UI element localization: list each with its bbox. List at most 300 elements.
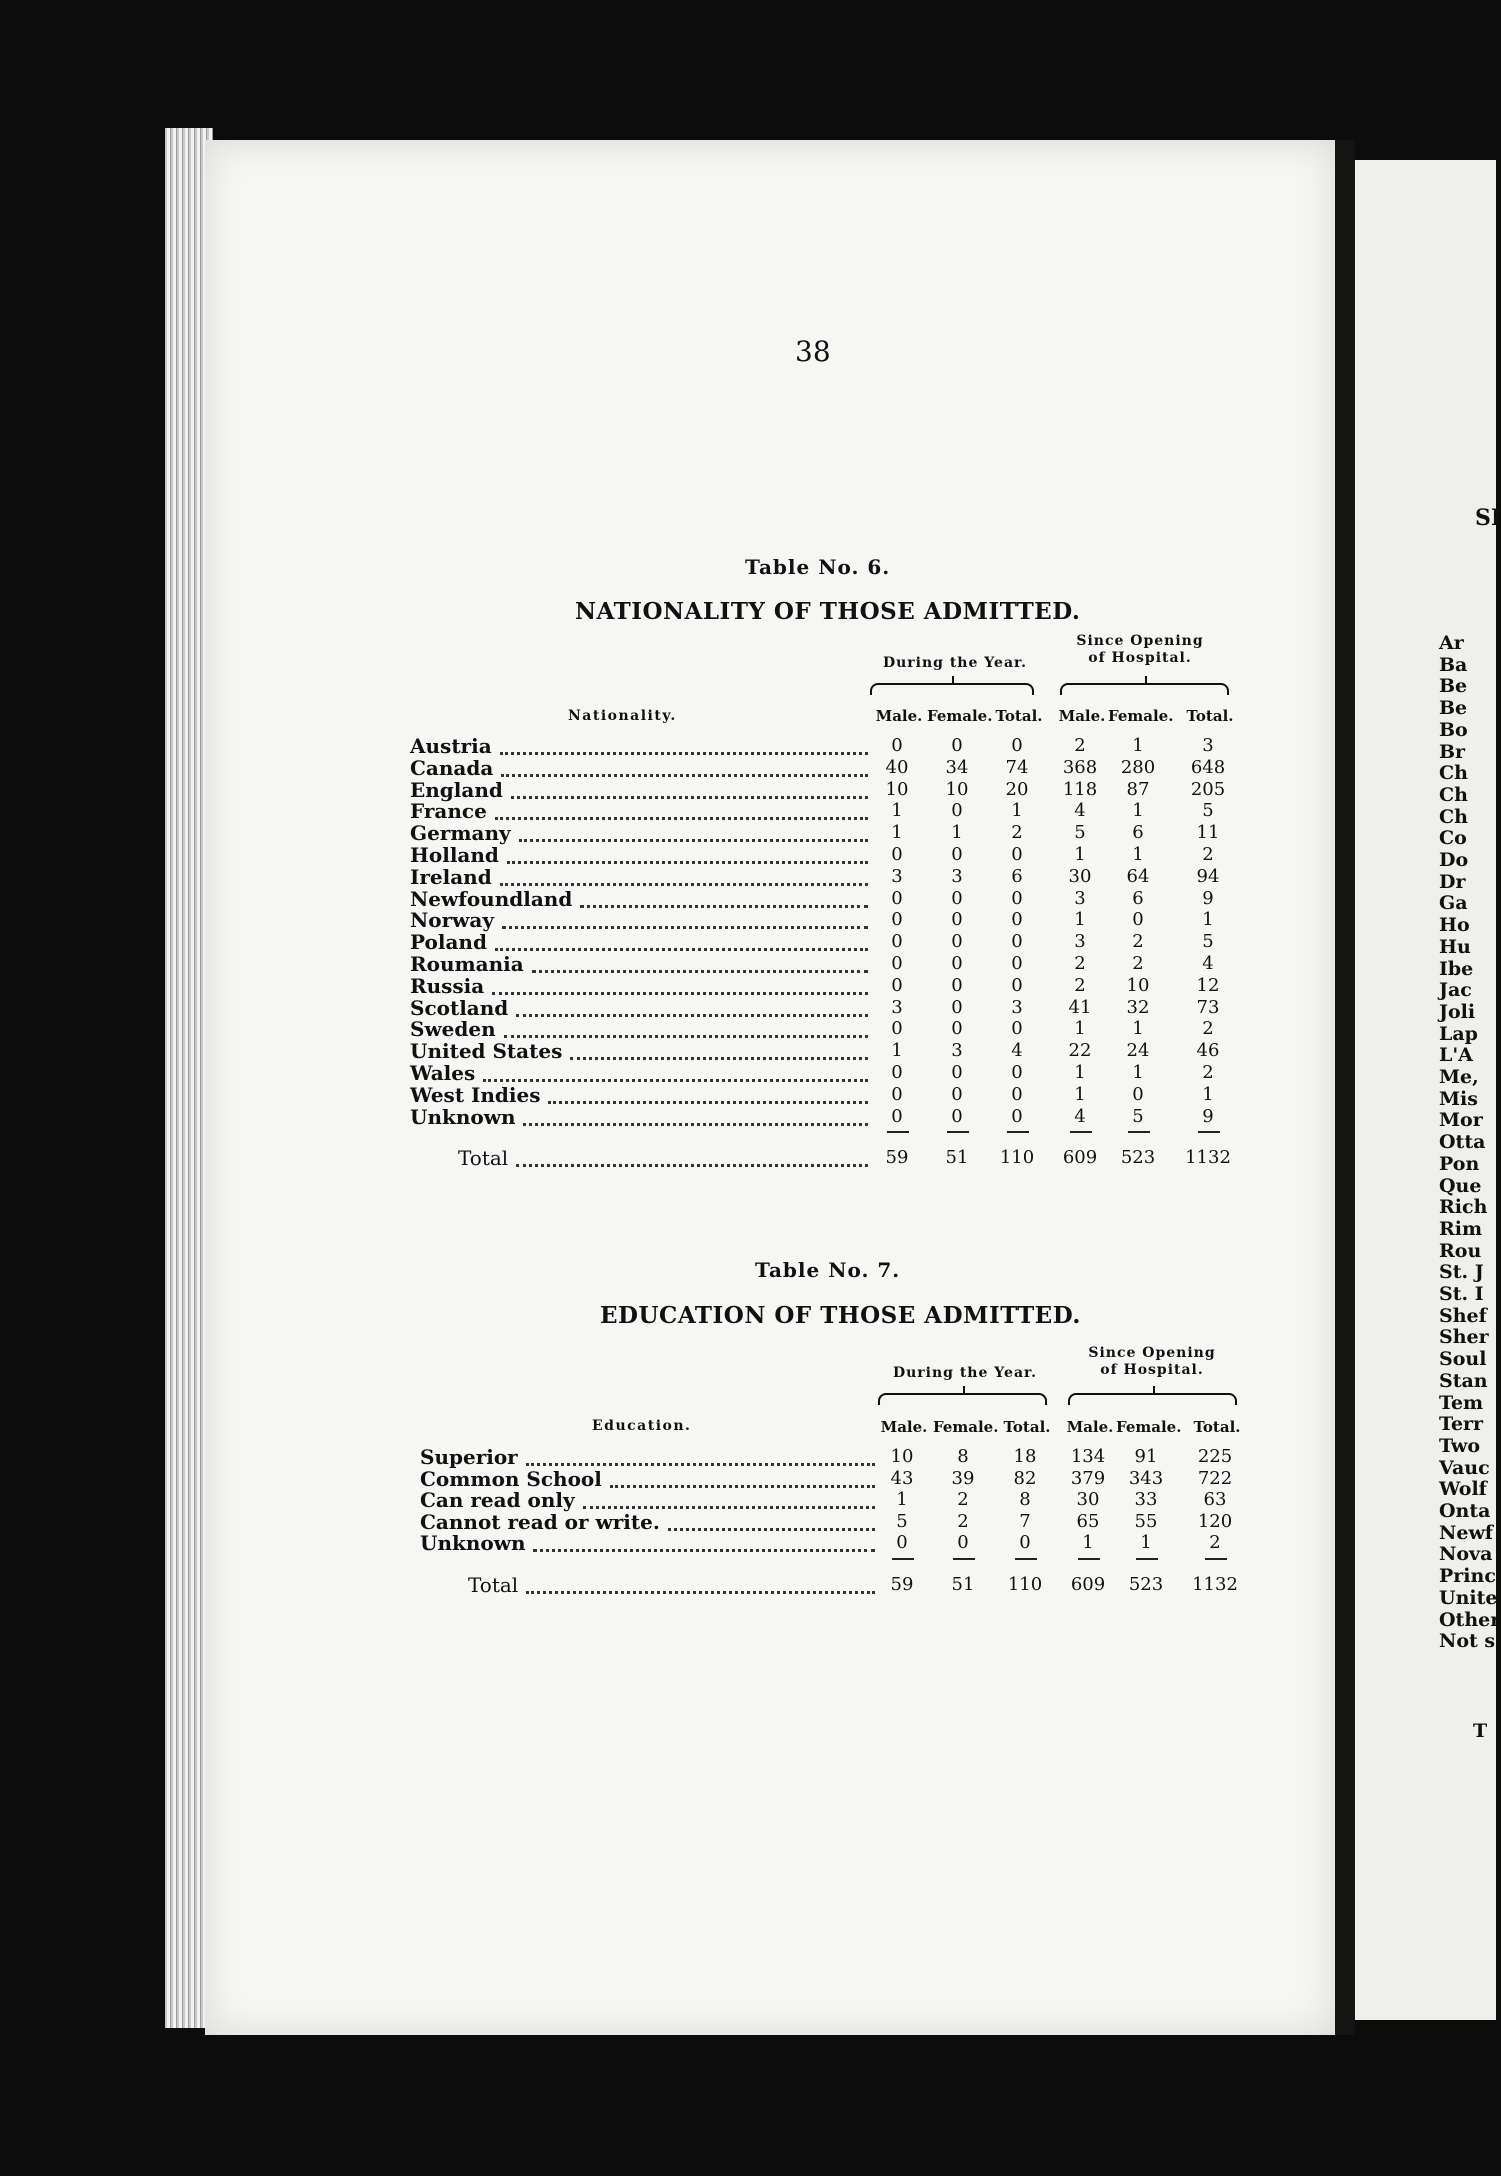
- facing-page-line: Vauc: [1439, 1456, 1490, 1479]
- table-7-label: Table No. 7.: [755, 1258, 901, 1282]
- dot-leader: [504, 1032, 868, 1038]
- column-header: Total.: [1003, 1418, 1051, 1436]
- table-cell: 0: [951, 1105, 963, 1127]
- table-cell: 10: [1126, 974, 1150, 996]
- table-cell: 22: [1068, 1040, 1092, 1062]
- table-cell: 379: [1070, 1467, 1106, 1489]
- row-label: Wales: [410, 1061, 476, 1085]
- dot-leader: [526, 1588, 875, 1594]
- table-cell: 0: [951, 931, 963, 953]
- table-cell: 82: [1013, 1467, 1037, 1489]
- table-cell: 6: [1011, 865, 1023, 887]
- table-cell: 1: [1074, 1062, 1086, 1083]
- table-6-group-year: During the Year.: [882, 655, 1027, 671]
- table-cell: 6: [1132, 822, 1144, 844]
- table-cell: 0: [951, 735, 963, 756]
- table-row: [410, 1084, 1268, 1106]
- table-cell: 51: [945, 1147, 969, 1169]
- table-row: [410, 888, 1268, 910]
- table-cell: 0: [1019, 1532, 1031, 1553]
- table-row: [420, 1446, 1275, 1468]
- facing-page-line: Tem: [1439, 1391, 1484, 1414]
- table-cell: 110: [1007, 1573, 1043, 1595]
- dot-leader: [580, 902, 868, 908]
- table-cell: 0: [1132, 1083, 1144, 1105]
- dot-leader: [500, 749, 868, 755]
- table-cell: 2: [1074, 953, 1086, 974]
- table-6-brace-year: [870, 683, 1034, 695]
- table-cell: 0: [951, 996, 963, 1018]
- table-cell: 10: [890, 1446, 914, 1467]
- sum-rule: [947, 1131, 969, 1133]
- table-6-label: Table No. 6.: [745, 555, 891, 579]
- dot-leader: [492, 989, 868, 995]
- table-6-brace-since: [1060, 683, 1229, 695]
- table-cell: 11: [1196, 822, 1220, 844]
- dot-leader: [516, 1161, 868, 1167]
- table-cell: 0: [951, 953, 963, 974]
- row-label: Germany: [410, 821, 511, 846]
- table-cell: 2: [1202, 844, 1214, 865]
- table-cell: 110: [999, 1147, 1035, 1169]
- table-7-stub-header: Education.: [592, 1418, 692, 1434]
- row-label: France: [410, 799, 487, 824]
- book-gutter: [1335, 140, 1355, 2035]
- facing-page-line: Newf: [1439, 1521, 1493, 1544]
- table-cell: 34: [945, 756, 969, 778]
- table-cell: 280: [1120, 756, 1156, 778]
- table-row: [410, 909, 1268, 931]
- table-cell: 8: [1019, 1489, 1031, 1510]
- facing-page-line: Br: [1439, 740, 1466, 763]
- dot-leader: [519, 836, 868, 842]
- table-cell: 2: [1202, 1018, 1214, 1040]
- table-cell: 87: [1126, 778, 1150, 800]
- table-cell: 1: [1074, 1083, 1086, 1105]
- table-6-group-since-line2: of Hospital.: [1088, 650, 1192, 666]
- table-row: [410, 975, 1268, 997]
- row-label: Cannot read or write.: [420, 1509, 660, 1534]
- column-header: Male.: [1058, 707, 1106, 725]
- table-7-title: EDUCATION OF THOSE ADMITTED.: [600, 1302, 1081, 1329]
- facing-page-line: Do: [1439, 849, 1469, 871]
- facing-page-line: Be: [1439, 675, 1468, 698]
- table-cell: 5: [1202, 800, 1214, 822]
- facing-page: [1355, 160, 1501, 2020]
- table-row: [420, 1489, 1275, 1511]
- table-cell: 1: [896, 1489, 908, 1510]
- table-cell: 0: [891, 953, 903, 974]
- table-cell: 648: [1190, 756, 1226, 778]
- facing-page-line: Ch: [1439, 805, 1468, 828]
- column-header: Female.: [1116, 1418, 1182, 1436]
- table-cell: 10: [885, 778, 909, 800]
- table-cell: 46: [1196, 1040, 1220, 1062]
- row-label: Scotland: [410, 995, 509, 1020]
- table-cell: 3: [891, 996, 903, 1018]
- table-cell: 0: [1011, 1018, 1023, 1040]
- facing-page-line: St. I: [1439, 1283, 1484, 1305]
- table-cell: 1: [1202, 1083, 1214, 1105]
- facing-page-line: Hu: [1439, 935, 1471, 958]
- table-cell: 1: [1082, 1532, 1094, 1553]
- table-row: [420, 1511, 1275, 1533]
- table-cell: 8: [957, 1446, 969, 1467]
- table-row: [410, 735, 1268, 757]
- table-cell: 0: [1132, 909, 1144, 931]
- table-cell: 33: [1134, 1489, 1158, 1510]
- table-cell: 3: [951, 865, 963, 887]
- dot-leader: [532, 967, 868, 973]
- table-cell: 0: [1011, 953, 1023, 974]
- table-row: [420, 1468, 1275, 1490]
- facing-page-line: Mis: [1439, 1087, 1478, 1110]
- facing-page-line: Be: [1439, 697, 1468, 720]
- dot-leader: [516, 1011, 868, 1017]
- column-header: Male.: [875, 707, 923, 725]
- row-label: England: [410, 777, 503, 802]
- dot-leader: [483, 1076, 868, 1082]
- sum-rule: [887, 1131, 909, 1133]
- facing-page-line: Ho: [1439, 914, 1470, 937]
- table-cell: 94: [1196, 865, 1220, 887]
- table-row: [420, 1532, 1275, 1554]
- table-cell: 20: [1005, 778, 1029, 800]
- facing-page-line: Mor: [1439, 1109, 1483, 1132]
- table-row: [410, 997, 1268, 1019]
- table-cell: 3: [891, 865, 903, 887]
- row-label: Total: [458, 1146, 509, 1171]
- facing-page-line: Other: [1439, 1608, 1501, 1631]
- table-cell: 41: [1068, 996, 1092, 1018]
- dot-leader: [501, 771, 868, 777]
- table-cell: 1: [891, 1040, 903, 1062]
- facing-page-line: Wolf: [1439, 1478, 1487, 1501]
- facing-page-line: Co: [1439, 827, 1467, 850]
- table-cell: 2: [1209, 1532, 1221, 1553]
- table-cell: 12: [1196, 974, 1220, 996]
- table-cell: 5: [1202, 931, 1214, 953]
- table-cell: 0: [891, 1083, 903, 1105]
- table-cell: 134: [1070, 1446, 1106, 1467]
- facing-page-line: Shef: [1439, 1304, 1487, 1327]
- total-row: [458, 1147, 1268, 1169]
- table-cell: 0: [1011, 844, 1023, 865]
- table-cell: 43: [890, 1467, 914, 1489]
- column-header: Total.: [1186, 707, 1234, 725]
- table-cell: 39: [951, 1467, 975, 1489]
- column-header: Total.: [995, 707, 1043, 725]
- table-row: [410, 757, 1268, 779]
- dot-leader: [523, 1120, 868, 1126]
- dot-leader: [495, 814, 868, 820]
- table-cell: 118: [1062, 778, 1098, 800]
- table-cell: 3: [951, 1040, 963, 1062]
- table-cell: 0: [891, 931, 903, 953]
- table-7-brace-since: [1068, 1393, 1237, 1405]
- facing-page-line: Princ: [1439, 1565, 1496, 1588]
- table-cell: 2: [1074, 735, 1086, 756]
- table-cell: 6: [1132, 887, 1144, 909]
- row-label: West Indies: [410, 1082, 541, 1107]
- sum-rule: [953, 1558, 975, 1560]
- table-row: [410, 800, 1268, 822]
- table-cell: 9: [1202, 887, 1214, 909]
- table-cell: 0: [951, 974, 963, 996]
- table-cell: 0: [891, 1018, 903, 1040]
- table-cell: 0: [951, 1083, 963, 1105]
- table-cell: 0: [951, 1062, 963, 1083]
- table-cell: 3: [1074, 931, 1086, 953]
- table-6-stub-header: Nationality.: [568, 708, 677, 724]
- table-cell: 343: [1128, 1467, 1164, 1489]
- dot-leader: [526, 1460, 875, 1466]
- column-header: Total.: [1193, 1418, 1241, 1436]
- table-cell: 2: [1132, 931, 1144, 953]
- table-cell: 0: [1011, 1105, 1023, 1127]
- table-cell: 91: [1134, 1446, 1158, 1467]
- table-cell: 1: [1074, 1018, 1086, 1040]
- table-cell: 2: [957, 1489, 969, 1510]
- table-cell: 0: [1011, 909, 1023, 931]
- table-row: [410, 866, 1268, 888]
- row-label: Russia: [410, 973, 485, 998]
- dot-leader: [668, 1525, 875, 1531]
- table-row: [410, 1018, 1268, 1040]
- table-row: [410, 1040, 1268, 1062]
- facing-page-line: Unite: [1439, 1586, 1498, 1609]
- table-cell: 1: [1202, 909, 1214, 931]
- facing-page-line: Ar: [1439, 632, 1464, 654]
- table-row: [410, 1106, 1268, 1128]
- table-7-group-since-line2: of Hospital.: [1100, 1362, 1204, 1378]
- row-label: Holland: [410, 843, 499, 867]
- facing-page-line: Nova: [1439, 1543, 1493, 1566]
- facing-page-line: Bo: [1439, 718, 1468, 741]
- table-cell: 7: [1019, 1510, 1031, 1532]
- facing-page-line: Lap: [1439, 1022, 1478, 1045]
- table-cell: 0: [891, 1105, 903, 1127]
- table-cell: 0: [957, 1532, 969, 1553]
- row-label: Unknown: [420, 1531, 526, 1555]
- table-cell: 1: [1140, 1532, 1152, 1553]
- facing-page-line: Rim: [1439, 1217, 1483, 1240]
- table-cell: 0: [1011, 735, 1023, 756]
- row-label: Roumania: [410, 952, 524, 976]
- facing-page-line: Dr: [1439, 870, 1466, 893]
- table-cell: 1: [1132, 1062, 1144, 1083]
- table-6-group-since-line1: Since Opening: [1076, 633, 1204, 649]
- table-cell: 0: [1011, 931, 1023, 953]
- row-label: Superior: [420, 1445, 518, 1469]
- dot-leader: [533, 1546, 875, 1552]
- table-cell: 0: [951, 909, 963, 931]
- table-row: [410, 953, 1268, 975]
- row-label: Unknown: [410, 1104, 516, 1129]
- sum-rule: [1070, 1131, 1092, 1133]
- table-row: [410, 779, 1268, 801]
- sum-rule: [1007, 1131, 1029, 1133]
- table-cell: 2: [1132, 953, 1144, 974]
- facing-page-line: Onta: [1439, 1500, 1491, 1522]
- table-cell: 0: [896, 1532, 908, 1553]
- table-row: [410, 1062, 1268, 1084]
- table-cell: 63: [1203, 1489, 1227, 1510]
- table-cell: 0: [1011, 1062, 1023, 1083]
- table-cell: 0: [891, 735, 903, 756]
- table-cell: 0: [951, 800, 963, 822]
- table-cell: 5: [1074, 822, 1086, 844]
- column-header: Male.: [880, 1418, 928, 1436]
- facing-page-line: Not s: [1439, 1630, 1496, 1653]
- table-cell: 64: [1126, 865, 1150, 887]
- table-cell: 120: [1197, 1510, 1233, 1532]
- table-cell: 1132: [1192, 1573, 1238, 1595]
- table-cell: 32: [1126, 996, 1150, 1018]
- facing-page-line: Soul: [1439, 1348, 1487, 1371]
- facing-page-line: L'A: [1439, 1044, 1473, 1067]
- table-cell: 1: [1132, 844, 1144, 865]
- facing-page-line: St. J: [1439, 1261, 1484, 1284]
- facing-page-line: Ga: [1439, 892, 1468, 915]
- facing-page-line: Ibe: [1439, 957, 1474, 980]
- table-cell: 4: [1202, 953, 1214, 974]
- table-cell: 3: [1074, 887, 1086, 909]
- total-row: [468, 1574, 1275, 1596]
- column-header: Female.: [933, 1418, 999, 1436]
- table-cell: 1132: [1185, 1147, 1231, 1169]
- table-cell: 0: [891, 974, 903, 996]
- table-cell: 1: [1074, 909, 1086, 931]
- dot-leader: [495, 945, 868, 951]
- row-label: Common School: [420, 1466, 602, 1491]
- table-cell: 3: [1202, 735, 1214, 756]
- table-cell: 10: [945, 778, 969, 800]
- facing-page-line: Me,: [1439, 1066, 1479, 1088]
- facing-page-line: Rich: [1439, 1196, 1488, 1219]
- table-cell: 65: [1076, 1510, 1100, 1532]
- table-cell: 0: [891, 887, 903, 909]
- dot-leader: [502, 923, 868, 929]
- table-cell: 0: [1011, 974, 1023, 996]
- sum-rule: [1198, 1131, 1220, 1133]
- table-cell: 368: [1062, 756, 1098, 778]
- table-cell: 30: [1068, 865, 1092, 887]
- table-cell: 4: [1074, 800, 1086, 822]
- column-header: Female.: [1108, 707, 1174, 725]
- dot-leader: [610, 1482, 875, 1488]
- table-cell: 74: [1005, 756, 1029, 778]
- facing-page-line: Que: [1439, 1174, 1482, 1197]
- table-cell: 2: [1074, 974, 1086, 996]
- column-header: Female.: [927, 707, 993, 725]
- facing-page-line: Rou: [1439, 1239, 1482, 1262]
- sum-rule: [1205, 1558, 1227, 1560]
- sum-rule: [892, 1558, 914, 1560]
- table-cell: 523: [1128, 1573, 1164, 1595]
- table-cell: 0: [951, 1018, 963, 1040]
- table-cell: 59: [885, 1147, 909, 1169]
- row-label: Total: [468, 1572, 519, 1597]
- facing-page-trailing: T: [1473, 1720, 1488, 1742]
- sum-rule: [1015, 1558, 1037, 1560]
- table-cell: 0: [1011, 887, 1023, 909]
- row-label: Austria: [410, 734, 492, 758]
- table-cell: 4: [1011, 1040, 1023, 1062]
- dot-leader: [511, 793, 868, 799]
- dot-leader: [548, 1098, 868, 1104]
- facing-page-line: Joli: [1439, 1000, 1476, 1023]
- table-cell: 0: [891, 909, 903, 931]
- table-7-group-year: During the Year.: [892, 1365, 1037, 1381]
- facing-page-line: Sher: [1439, 1326, 1489, 1349]
- dot-leader: [583, 1503, 875, 1509]
- table-cell: 1: [1132, 1018, 1144, 1040]
- sum-rule: [1078, 1558, 1100, 1560]
- table-cell: 1: [891, 822, 903, 844]
- facing-page-line: Jac: [1439, 979, 1472, 1002]
- table-cell: 1: [1132, 800, 1144, 822]
- sum-rule: [1136, 1558, 1158, 1560]
- table-cell: 1: [951, 822, 963, 844]
- row-label: Newfoundland: [410, 886, 573, 911]
- table-cell: 0: [891, 1062, 903, 1083]
- table-row: [410, 822, 1268, 844]
- row-label: Ireland: [410, 864, 492, 889]
- facing-page-heading: SI: [1475, 505, 1501, 531]
- facing-page-line: Otta: [1439, 1131, 1486, 1154]
- table-row: [410, 844, 1268, 866]
- row-label: Canada: [410, 755, 494, 780]
- row-label: Norway: [410, 908, 494, 933]
- table-cell: 225: [1197, 1446, 1233, 1467]
- facing-page-line: Ch: [1439, 783, 1468, 806]
- table-cell: 40: [885, 756, 909, 778]
- table-cell: 2: [1202, 1062, 1214, 1083]
- table-cell: 5: [896, 1510, 908, 1532]
- table-cell: 1: [891, 800, 903, 822]
- table-cell: 0: [951, 844, 963, 865]
- row-label: Poland: [410, 930, 487, 955]
- row-label: Can read only: [420, 1488, 575, 1512]
- table-7-brace-year: [878, 1393, 1047, 1405]
- facing-page-line: Ba: [1439, 653, 1468, 676]
- table-cell: 1: [1132, 735, 1144, 756]
- table-cell: 0: [951, 887, 963, 909]
- table-cell: 24: [1126, 1040, 1150, 1062]
- table-cell: 18: [1013, 1446, 1037, 1467]
- facing-page-line: Terr: [1439, 1413, 1484, 1436]
- dot-leader: [500, 880, 868, 886]
- table-7-group-since: [1062, 1345, 1242, 1379]
- table-cell: 609: [1070, 1573, 1106, 1595]
- table-cell: 0: [891, 844, 903, 865]
- table-cell: 73: [1196, 996, 1220, 1018]
- table-cell: 2: [1011, 822, 1023, 844]
- table-7-group-since-line1: Since Opening: [1088, 1345, 1216, 1361]
- table-cell: 523: [1120, 1147, 1156, 1169]
- table-cell: 4: [1074, 1105, 1086, 1127]
- facing-page-line: Stan: [1439, 1369, 1488, 1392]
- sum-rule: [1128, 1131, 1150, 1133]
- table-row: [410, 931, 1268, 953]
- table-cell: 0: [1011, 1083, 1023, 1105]
- table-cell: 9: [1202, 1105, 1214, 1127]
- table-cell: 1: [1074, 844, 1086, 865]
- row-label: United States: [410, 1039, 563, 1064]
- facing-page-line: Pon: [1439, 1152, 1480, 1175]
- page-number: 38: [795, 335, 831, 368]
